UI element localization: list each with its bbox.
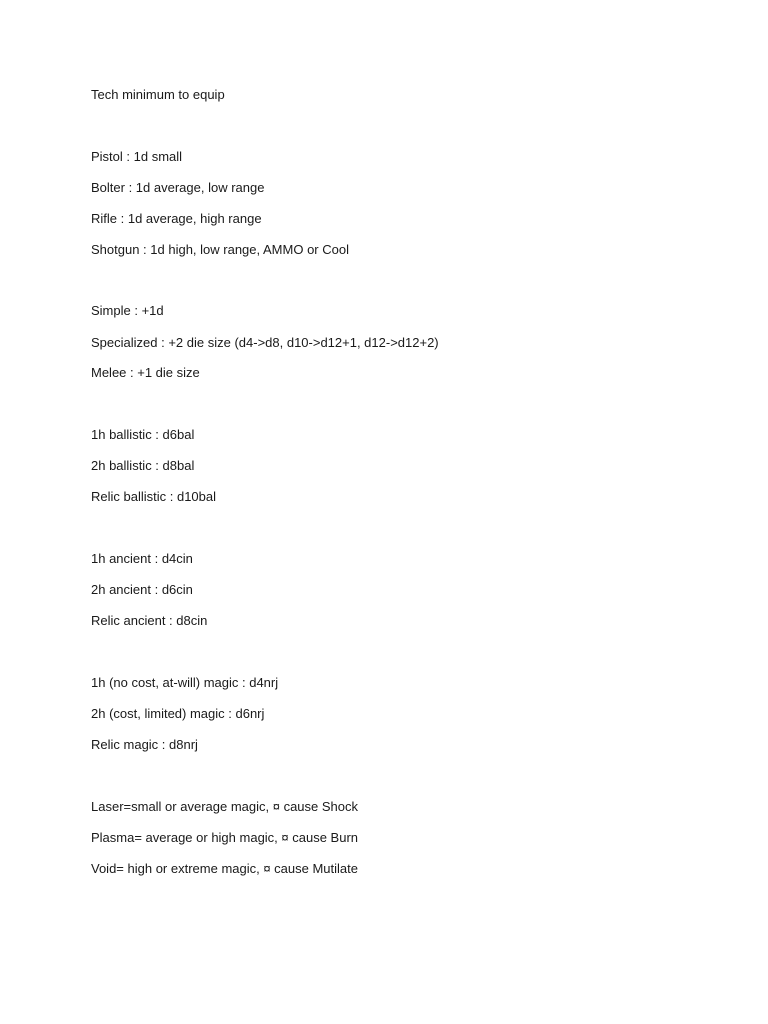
energy-plasma: Plasma= average or high magic, ¤ cause Burn: [91, 830, 359, 845]
ancient-relic: Relic ancient : d8cin: [91, 613, 208, 628]
ancient-2h: 2h ancient : d6cin: [91, 582, 193, 597]
energy-void: Void= high or extreme magic, ¤ cause Mutilate: [91, 861, 359, 876]
ballistic-1h: 1h ballistic : d6bal: [91, 427, 195, 442]
weapon-type-shotgun: Shotgun : 1d high, low range, AMMO or Cool: [91, 242, 349, 257]
modifier-specialized: Specialized : +2 die size (d4->d8, d10->d12+1, d12->d12+2): [91, 335, 439, 350]
modifier-simple: Simple : +1d: [91, 303, 164, 318]
magic-1h: 1h (no cost, at-will) magic : d4nrj: [91, 675, 279, 690]
magic-relic: Relic magic : d8nrj: [91, 737, 198, 752]
document-heading: Tech minimum to equip: [91, 87, 225, 102]
magic-2h: 2h (cost, limited) magic : d6nrj: [91, 706, 265, 721]
ballistic-2h: 2h ballistic : d8bal: [91, 458, 195, 473]
energy-laser: Laser=small or average magic, ¤ cause Shock: [91, 799, 358, 814]
modifier-melee: Melee : +1 die size: [91, 365, 200, 380]
weapon-type-rifle: Rifle : 1d average, high range: [91, 211, 262, 226]
ancient-1h: 1h ancient : d4cin: [91, 551, 193, 566]
weapon-type-pistol: Pistol : 1d small: [91, 149, 183, 164]
weapon-type-bolter: Bolter : 1d average, low range: [91, 180, 265, 195]
ballistic-relic: Relic ballistic : d10bal: [91, 489, 217, 504]
